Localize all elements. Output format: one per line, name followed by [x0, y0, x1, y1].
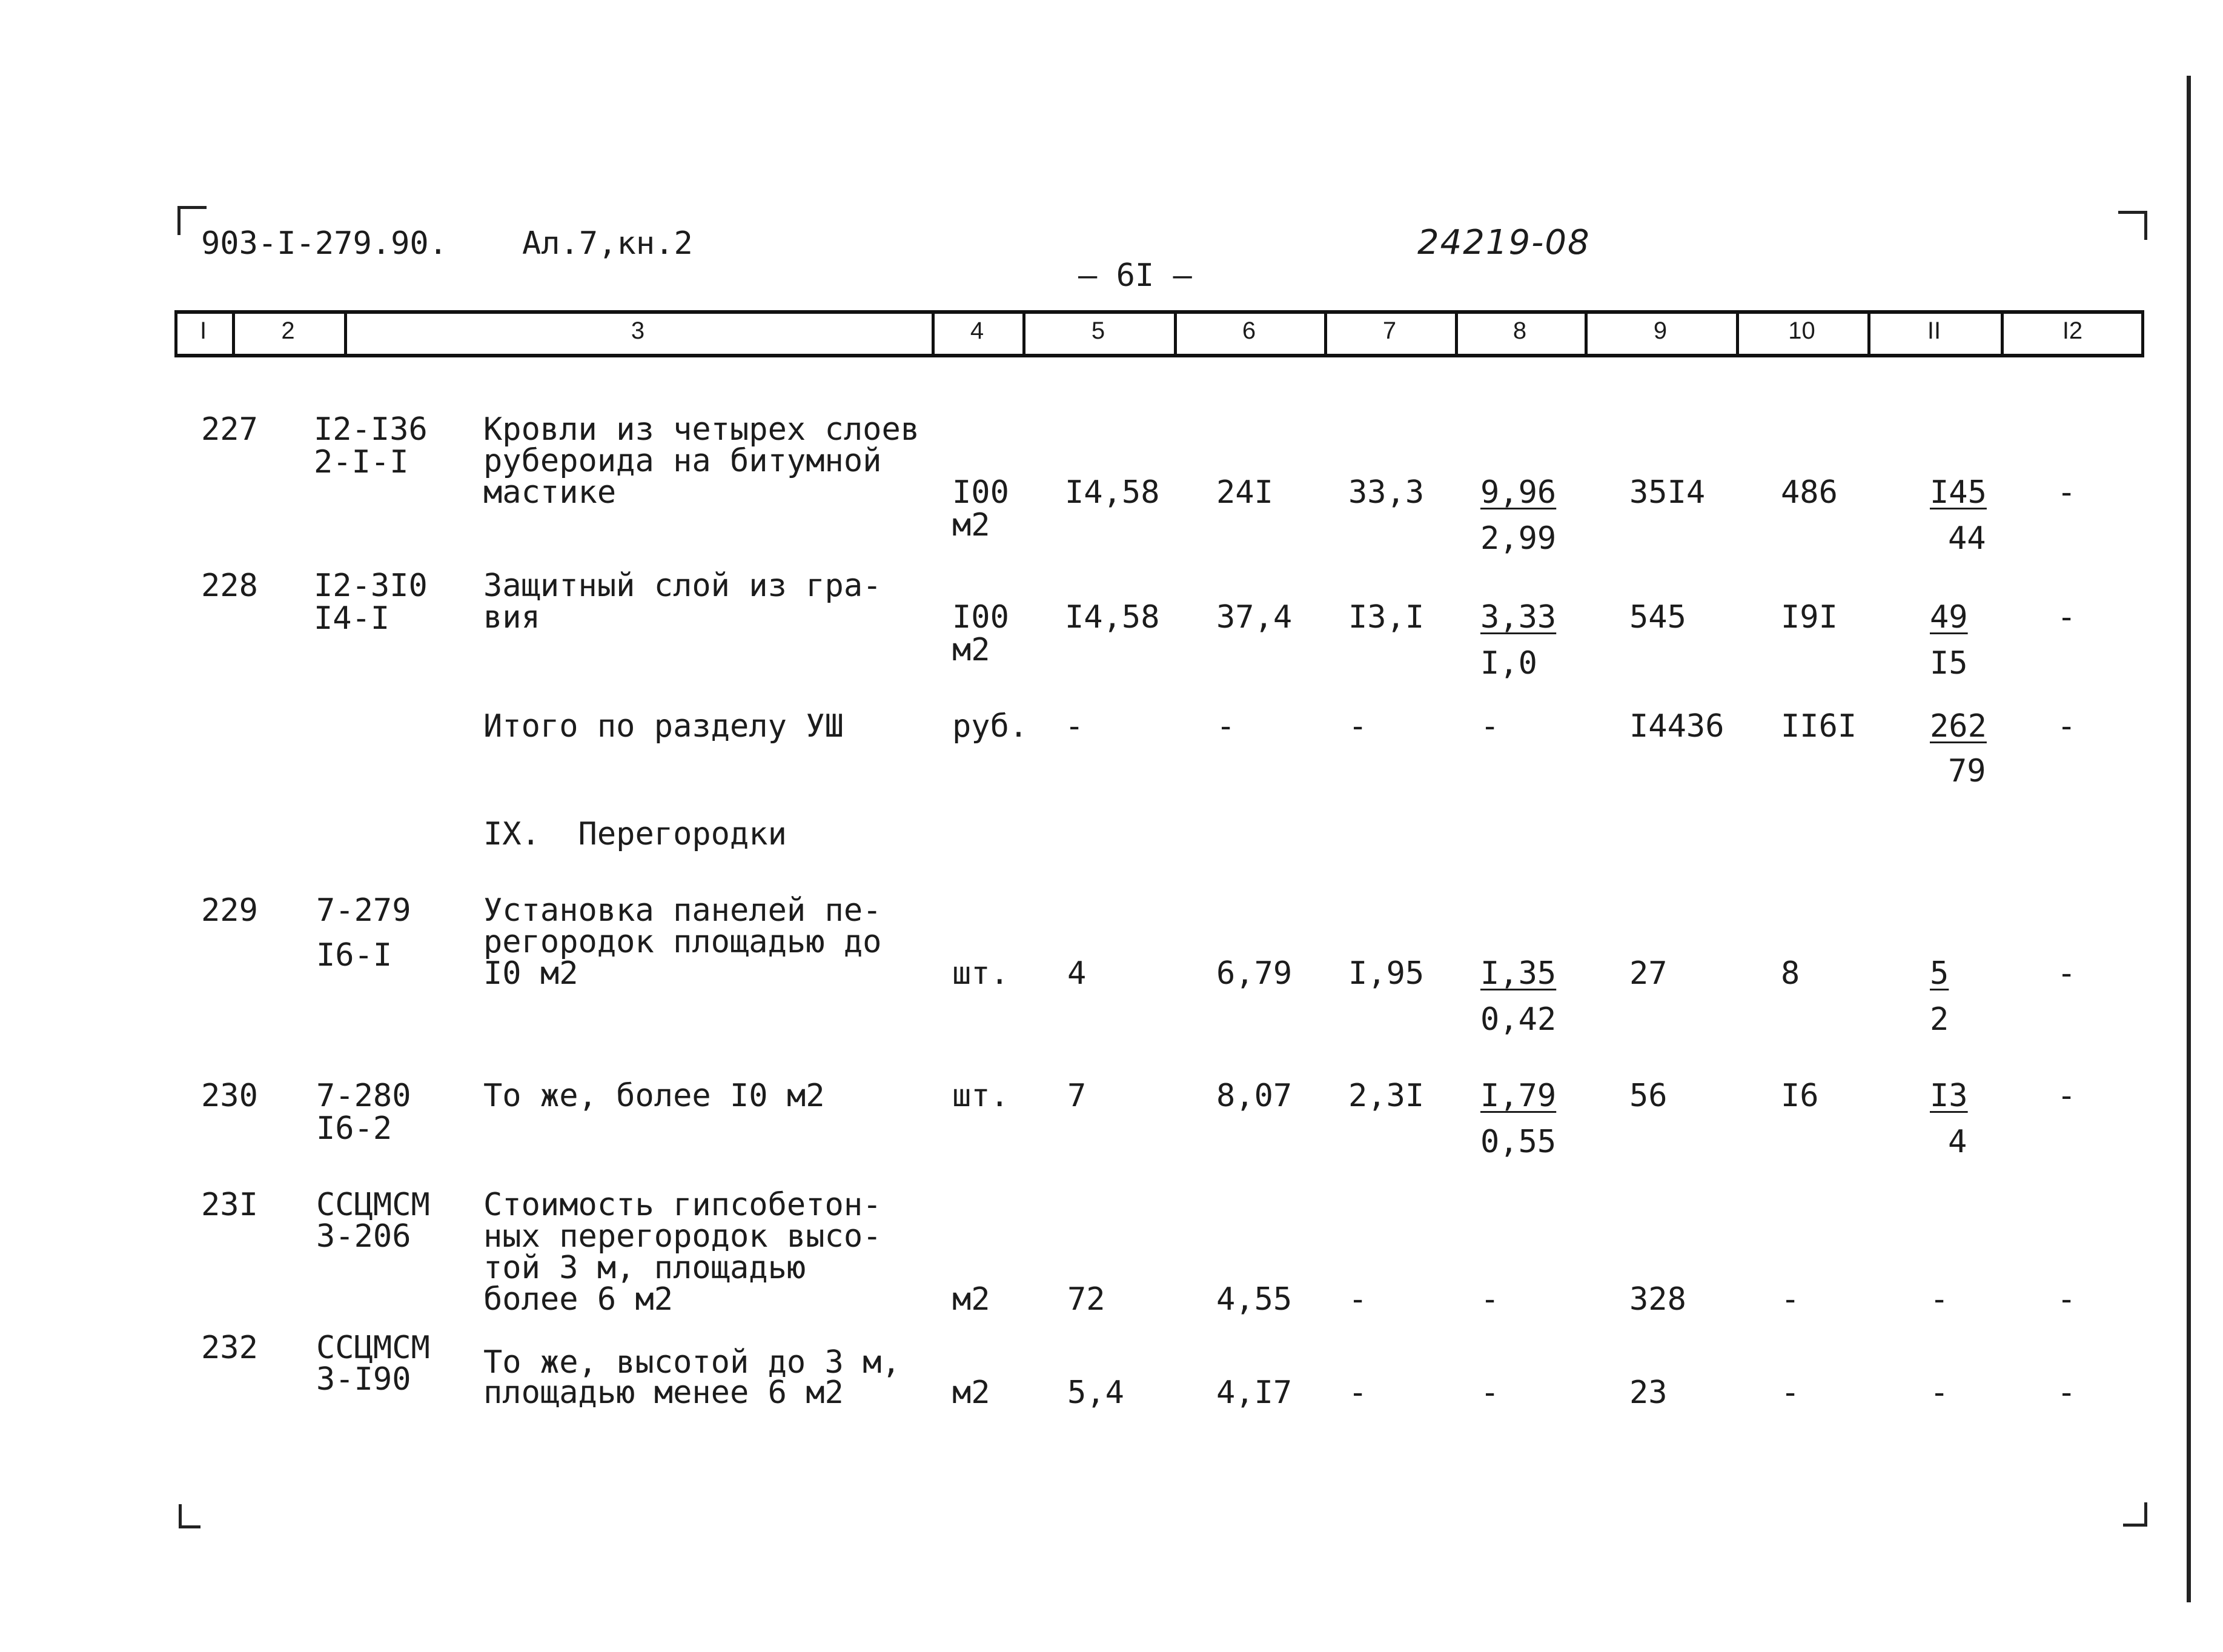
col-8-value: -	[1480, 1375, 1500, 1411]
description-line: мастике	[483, 474, 617, 511]
description-line: площадью менее 6 м2	[483, 1375, 844, 1411]
norm-code-sub: 3-206	[316, 1218, 411, 1255]
section-heading: IX. Перегородки	[483, 816, 787, 852]
description-line: Стоимость гипсобетон-	[483, 1187, 882, 1223]
corner-mark-bottom-right-h	[2123, 1524, 2147, 1527]
col-8-value: 3,33	[1480, 599, 1557, 635]
norm-code: I2-I36	[314, 411, 428, 448]
total-cost: 23	[1629, 1375, 1668, 1411]
document-code: 903-I-279.90.	[201, 225, 448, 262]
corner-mark-bottom-left-h	[179, 1525, 200, 1528]
norm-code-sub: 3-I90	[316, 1361, 411, 1398]
col-8-value: I,35	[1480, 955, 1557, 992]
col-8-subvalue: 2,99	[1480, 520, 1557, 557]
unit-cost: 4,55	[1216, 1281, 1293, 1318]
col-11-subvalue: I5	[1930, 645, 1968, 682]
col-11-value: 49	[1930, 599, 1968, 635]
col-11-value: 262	[1930, 708, 1987, 745]
col-11-value: 5	[1930, 955, 1949, 992]
col-10-value: 8	[1781, 955, 1800, 992]
total-cost: I4436	[1629, 708, 1724, 745]
row-number: 228	[201, 568, 258, 604]
page-edge-line	[2187, 76, 2191, 1602]
unit-sub: м2	[952, 507, 990, 543]
corner-mark-bottom-left-v	[179, 1504, 182, 1528]
col-8-subvalue: 0,55	[1480, 1124, 1557, 1160]
col-12-value: -	[2057, 599, 2076, 635]
col-8-value: -	[1480, 708, 1500, 745]
total-cost: 35I4	[1629, 474, 1706, 511]
col-12-value: -	[2057, 1078, 2076, 1114]
col-8-value: I,79	[1480, 1078, 1557, 1114]
col-11-value: -	[1930, 1281, 1949, 1318]
description-line: той 3 м, площадью	[483, 1250, 806, 1286]
col-10-value: -	[1781, 1281, 1800, 1318]
column-header-9: 9	[1653, 317, 1668, 344]
col-11-value: I3	[1930, 1078, 1968, 1114]
handwritten-stamp: 24219-08	[1417, 223, 1591, 262]
quantity: 72	[1067, 1281, 1105, 1318]
column-header-5: 5	[1091, 317, 1105, 344]
description-line: более 6 м2	[483, 1281, 674, 1318]
description-line: Установка панелей пе-	[483, 892, 882, 929]
col-7-value: -	[1348, 1375, 1368, 1411]
column-header-6: 6	[1242, 317, 1256, 344]
col-12-value: -	[2057, 708, 2076, 745]
description-line: ных перегородок высо-	[483, 1218, 882, 1255]
description-line: вия	[483, 599, 540, 635]
row-number: 230	[201, 1078, 258, 1114]
col-7-value: -	[1348, 1281, 1368, 1318]
col-11-subvalue: 2	[1930, 1001, 1949, 1038]
quantity: I4,58	[1065, 599, 1160, 635]
unit-cost: 4,I7	[1216, 1375, 1293, 1411]
unit: м2	[952, 1281, 990, 1318]
column-header-8: 8	[1512, 317, 1527, 344]
total-label: Итого по разделу УШ	[483, 708, 844, 745]
row-number: 229	[201, 892, 258, 929]
column-header-3: 3	[631, 317, 645, 344]
corner-mark-top-left-v	[177, 206, 181, 235]
col-7-value: I3,I	[1348, 599, 1425, 635]
col-11-subvalue: 44	[1948, 520, 1986, 557]
description-line: регородок площадью до	[483, 924, 882, 960]
norm-code-sub: I6-2	[316, 1110, 393, 1147]
column-header-7: 7	[1382, 317, 1397, 344]
unit-cost: 24I	[1216, 474, 1273, 511]
unit-cost: 8,07	[1216, 1078, 1293, 1114]
norm-code: ССЦМСМ	[316, 1187, 430, 1223]
col-12-value: -	[2057, 1375, 2076, 1411]
norm-code: ССЦМСМ	[316, 1330, 430, 1366]
quantity: -	[1065, 708, 1084, 745]
column-header-12: I2	[2062, 317, 2083, 344]
unit: I00	[952, 599, 1009, 635]
unit-sub: м2	[952, 632, 990, 668]
col-11-subvalue: 79	[1948, 753, 1986, 789]
col-10-value: -	[1781, 1375, 1800, 1411]
col-7-value: 33,3	[1348, 474, 1425, 511]
col-12-value: -	[2057, 474, 2076, 511]
col-10-value: I9I	[1781, 599, 1838, 635]
quantity: 4	[1067, 955, 1087, 992]
row-number: 232	[201, 1330, 258, 1366]
col-12-value: -	[2057, 1281, 2076, 1318]
description-line: рубероида на битумной	[483, 443, 882, 479]
unit: I00	[952, 474, 1009, 511]
col-8-subvalue: 0,42	[1480, 1001, 1557, 1038]
col-7-value: -	[1348, 708, 1368, 745]
album-reference: Ал.7,кн.2	[522, 225, 693, 262]
col-12-value: -	[2057, 955, 2076, 992]
norm-code-sub: I6-I	[316, 937, 393, 974]
unit-cost: 6,79	[1216, 955, 1293, 992]
unit: шт.	[952, 955, 1009, 992]
column-header-11: II	[1927, 317, 1941, 344]
description-line: Кровли из четырех слоев	[483, 411, 920, 448]
corner-mark-bottom-right-v	[2144, 1502, 2147, 1527]
col-11-subvalue: 4	[1948, 1124, 1967, 1160]
col-10-value: II6I	[1781, 708, 1857, 745]
row-number: 23I	[201, 1187, 258, 1223]
norm-code-sub: I4-I	[314, 600, 390, 637]
corner-mark-top-right-v	[2144, 211, 2147, 240]
unit-cost: -	[1216, 708, 1236, 745]
col-7-value: I,95	[1348, 955, 1425, 992]
total-cost: 545	[1629, 599, 1686, 635]
norm-code: 7-280	[316, 1078, 411, 1114]
norm-code: 7-279	[316, 892, 411, 929]
total-cost: 56	[1629, 1078, 1668, 1114]
column-header-2: 2	[281, 317, 295, 344]
col-8-value: -	[1480, 1281, 1500, 1318]
quantity: 5,4	[1067, 1375, 1124, 1411]
quantity: I4,58	[1065, 474, 1160, 511]
unit: м2	[952, 1375, 990, 1411]
col-11-value: -	[1930, 1375, 1949, 1411]
col-7-value: 2,3I	[1348, 1078, 1425, 1114]
page-number: — 6I —	[1078, 257, 1192, 294]
column-header-4: 4	[970, 317, 984, 344]
description-line: То же, более I0 м2	[483, 1078, 825, 1114]
total-cost: 27	[1629, 955, 1668, 992]
unit-cost: 37,4	[1216, 599, 1293, 635]
col-10-value: I6	[1781, 1078, 1819, 1114]
unit: шт.	[952, 1078, 1009, 1114]
col-8-subvalue: I,0	[1480, 645, 1537, 682]
column-header-1: I	[199, 317, 207, 344]
corner-mark-top-right-h	[2118, 211, 2147, 214]
description-line: То же, высотой до 3 м,	[483, 1344, 901, 1381]
description-line: I0 м2	[483, 955, 578, 992]
col-8-value: 9,96	[1480, 474, 1557, 511]
quantity: 7	[1067, 1078, 1087, 1114]
total-cost: 328	[1629, 1281, 1686, 1318]
column-header-10: 10	[1788, 317, 1815, 344]
unit: руб.	[952, 708, 1029, 745]
norm-code-sub: 2-I-I	[314, 444, 409, 480]
col-11-value: I45	[1930, 474, 1987, 511]
description-line: Защитный слой из гра-	[483, 568, 882, 604]
corner-mark-top-left-h	[177, 206, 207, 209]
norm-code: I2-3I0	[314, 568, 428, 604]
row-number: 227	[201, 411, 258, 448]
col-10-value: 486	[1781, 474, 1838, 511]
